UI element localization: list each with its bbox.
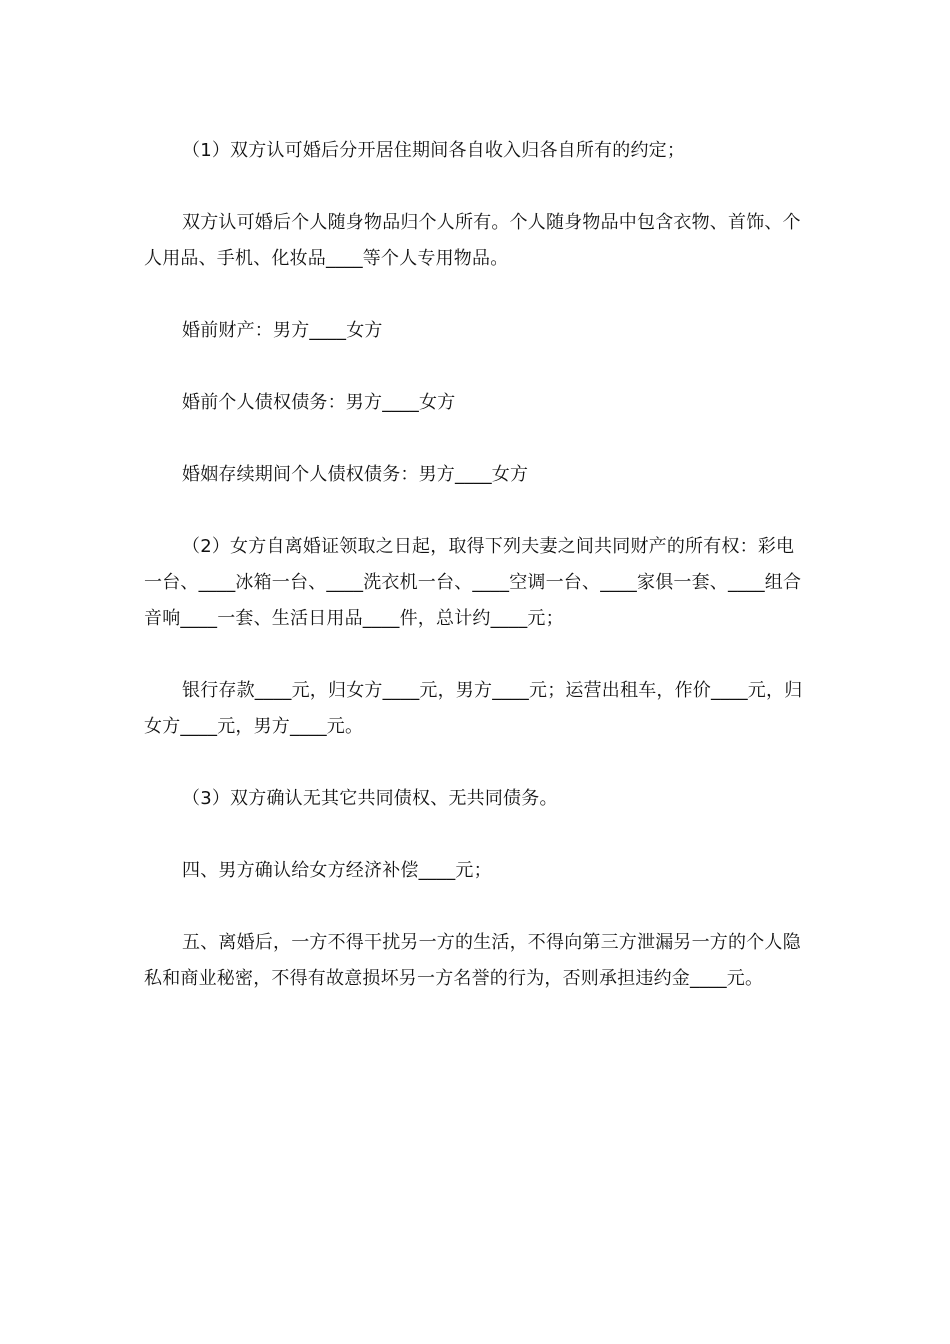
paragraph-5: 婚姻存续期间个人债权债务：男方____女方 <box>182 464 529 485</box>
paragraph-6: （2）女方自离婚证领取之日起，取得下列夫妻之间共同财产的所有权：彩电一台、____冰箱一台、____洗衣机一台、____空调一台、____家俱一套、____组合音响____一套、生活日用品____件，总计约____元； <box>144 536 802 629</box>
paragraph-7: 银行存款____元，归女方____元，男方____元；运营出租车，作价____元，归女方____元，男方____元。 <box>144 680 803 737</box>
paragraph-3: 婚前财产：男方____女方 <box>182 320 383 341</box>
paragraph-8: （3）双方确认无其它共同债权、无共同债务。 <box>182 788 558 809</box>
paragraph-10: 五、离婚后，一方不得干扰另一方的生活，不得向第三方泄漏另一方的个人隐私和商业秘密，不得有故意损坏另一方名誉的行为，否则承担违约金____元。 <box>144 932 801 989</box>
paragraph-9: 四、男方确认给女方经济补偿____元； <box>182 860 492 881</box>
paragraph-1: （1）双方认可婚后分开居住期间各自收入归各自所有的约定； <box>182 140 686 161</box>
document-body <box>144 133 808 997</box>
paragraph-4: 婚前个人债权债务：男方____女方 <box>182 392 456 413</box>
paragraph-2: 双方认可婚后个人随身物品归个人所有。个人随身物品中包含衣物、首饰、个人用品、手机、化妆品____等个人专用物品。 <box>144 212 801 269</box>
